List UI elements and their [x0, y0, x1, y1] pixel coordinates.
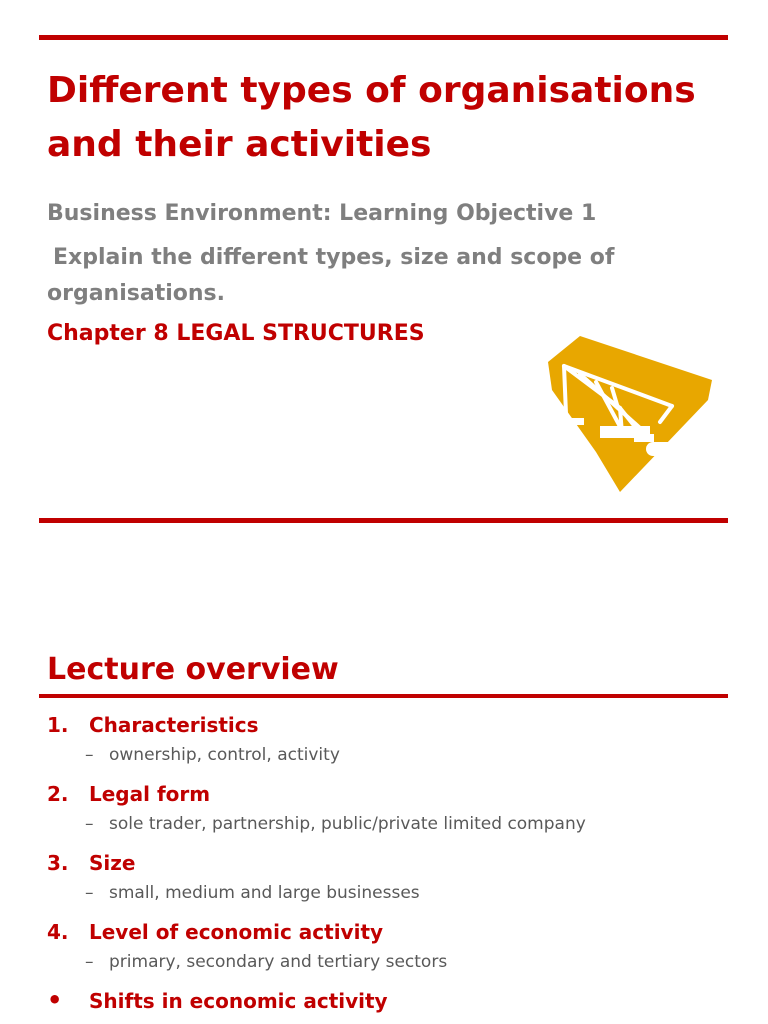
overview-list	[47, 708, 727, 1018]
item-subtext: small, medium and large businesses	[109, 883, 420, 903]
list-item	[47, 984, 727, 1018]
item-subtext: primary, secondary and tertiary sectors	[109, 952, 448, 972]
item-label: Level of economic activity	[89, 920, 384, 944]
chapter-label: Chapter 8 LEGAL STRUCTURES	[47, 321, 425, 346]
item-number: 4.	[47, 920, 69, 944]
lecture-overview-title: Lecture overview	[47, 652, 339, 687]
slide-title: Different types of organisations and their activities	[47, 70, 696, 165]
dash-marker: –	[85, 745, 94, 765]
learning-objective-text: Explain the different types, size and scope of organisations.	[47, 245, 615, 306]
list-item	[47, 708, 727, 777]
item-subtext: sole trader, partnership, public/private limited company	[109, 814, 586, 834]
bottom-rule	[39, 518, 728, 523]
list-item	[47, 846, 727, 915]
item-number: 2.	[47, 782, 69, 806]
list-item	[47, 777, 727, 846]
dash-marker: –	[85, 814, 94, 834]
list-item	[47, 915, 727, 984]
dash-marker: –	[85, 883, 94, 903]
item-label: Size	[89, 851, 136, 875]
item-number: 1.	[47, 713, 69, 737]
item-subtext: ownership, control, activity	[109, 745, 340, 765]
dash-marker: –	[85, 952, 94, 972]
top-rule	[39, 35, 728, 40]
overview-rule	[39, 694, 728, 698]
learning-objective-heading: Business Environment: Learning Objective 1	[47, 201, 597, 226]
item-label: Legal form	[89, 782, 211, 806]
item-number: 3.	[47, 851, 69, 875]
bullet-marker: •	[47, 986, 63, 1014]
item-label: Shifts in economic activity	[89, 989, 388, 1013]
item-label: Characteristics	[89, 713, 259, 737]
dragline-crane-icon	[540, 330, 720, 500]
